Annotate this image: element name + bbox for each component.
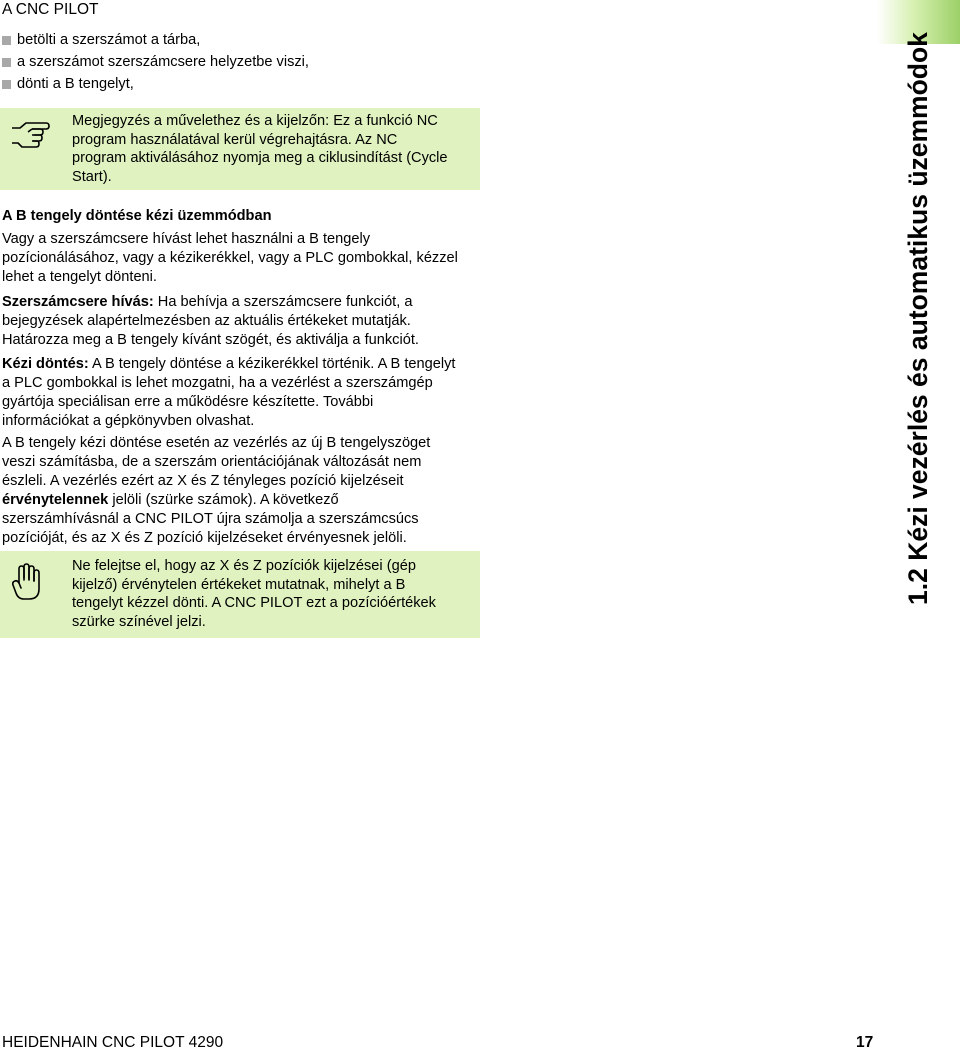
paragraph-line: Vagy a szerszámcsere hívást lehet használni a B tengely [2,231,371,247]
paragraph [2,434,480,548]
note-line: program aktiválásához nyomja meg a ciklusindítást (Cycle [72,150,448,166]
paragraph-line: pozícionálásához, vagy a kézikerékkel, vagy a PLC gombokkal, kézzel [2,250,458,266]
paragraph-line: A B tengely kézi döntése esetén az vezérlés az új B tengelyszöget [2,435,431,451]
page-header-title: A CNC PILOT [2,1,99,18]
footer-product-name: HEIDENHAIN CNC PILOT 4290 [2,1034,224,1051]
paragraph-line: a PLC gombokkal is lehet mozgatni, ha a vezérlést a szerszámgép [2,375,433,391]
note-line: tengelyt kézzel dönti. A CNC PILOT ezt a pozícióértékek [72,595,436,611]
bullet-square-icon [2,36,11,45]
term-label: Kézi döntés: [2,356,89,372]
note-text [72,112,472,186]
bullet-list [2,29,309,95]
paragraph-text: Ha behívja a szerszámcsere funkciót, a [153,294,413,310]
note-line: Megjegyzés a művelethez és a kijelzőn: Ez a funkció NC [72,113,438,129]
list-item-text: betölti a szerszámot a tárba, [17,31,201,48]
bullet-square-icon [2,58,11,67]
paragraph-line: lehet a tengelyt dönteni. [2,269,157,285]
paragraph [2,293,480,350]
paragraph [2,355,480,431]
list-item-text: dönti a B tengelyt, [17,75,134,92]
paragraph-line: szerszámhívásnál a CNC PILOT újra számolja a szerszámcsúcs [2,511,419,527]
note-box [0,108,480,190]
chapter-title-vertical [903,5,948,605]
page-number: 17 [856,1034,874,1051]
paragraph-line: észleli. A vezérlés ezért az X és Z tényleges pozíció kijelzéseit [2,473,404,489]
paragraph-line: pozícióját, és az X és Z pozíció kijelzéseket érvényesnek jelöli. [2,530,407,546]
paragraph-text: A B tengely döntése a kézikerékkel történik. A B tengelyt [88,356,456,372]
list-item-text: a szerszámot szerszámcsere helyzetbe viszi, [17,53,309,70]
paragraph-line: gyártója speciálisan erre a működésre készítette. További [2,394,374,410]
paragraph-text: jelöli (szürke számok). A következő [108,492,339,508]
chapter-title-text: 1.2 Kézi vezérlés és automatikus üzemmódok [903,32,933,605]
paragraph-line [2,355,480,374]
note-line: Ne felejtse el, hogy az X és Z pozíciók kijelzései (gép [72,558,416,574]
note-line: szürke színével jelzi. [72,613,206,630]
paragraph-line: Határozza meg a B tengely kívánt szögét, és aktiválja a funkciót. [2,332,419,348]
term-label: Szerszámcsere hívás: [2,294,154,310]
bullet-square-icon [2,80,11,89]
section-heading: A B tengely döntése kézi üzemmódban [2,208,272,224]
paragraph-line: veszi számításba, de a szerszám orientációjának változását nem [2,454,422,470]
paragraph-line [2,293,480,312]
hand-stop-icon [12,563,42,607]
list-item [2,51,309,73]
note-line: program használatával kerül végrehajtásra. Az NC [72,131,398,148]
warning-note-box [0,551,480,638]
note-line: Start). [72,168,112,185]
pointing-hand-icon [10,119,50,155]
emphasis-word: érvénytelennek [2,492,109,508]
paragraph-line: információkat a gépkönyvben olvashat. [2,413,255,429]
list-item [2,73,309,95]
note-text [72,557,472,631]
list-item [2,29,309,51]
note-line: kijelző) érvénytelen értékeket mutatnak, mihelyt a B [72,576,406,593]
paragraph [2,230,480,287]
paragraph-line [2,491,480,510]
paragraph-line: bejegyzések alapértelmezésben az aktuális értékeket mutatják. [2,313,411,329]
